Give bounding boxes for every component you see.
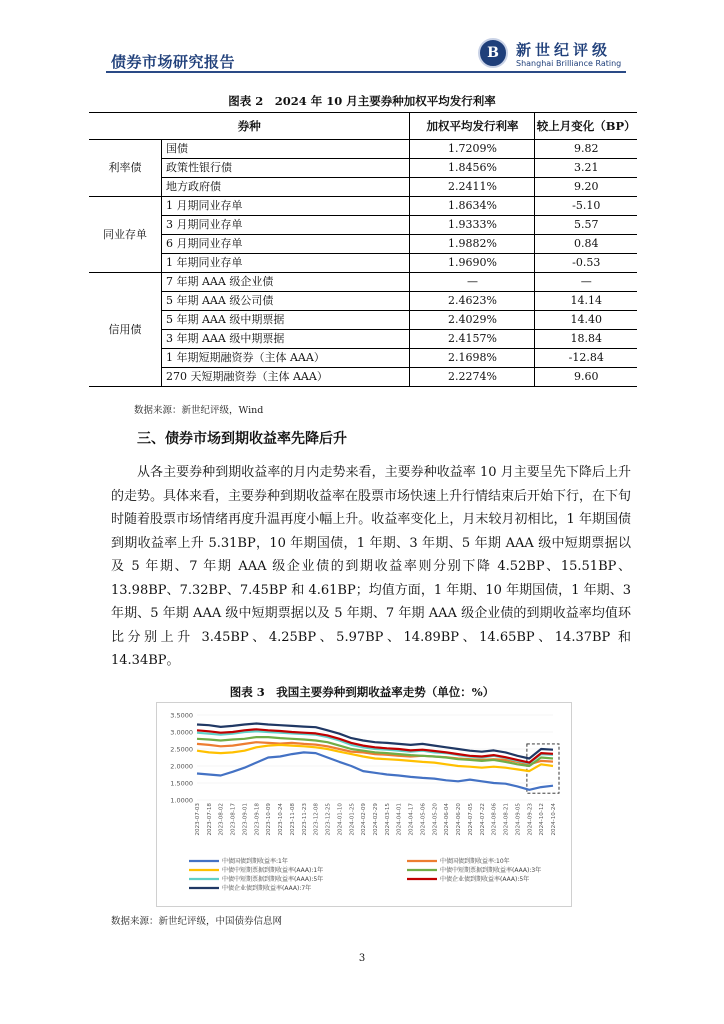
change-cell: — — [535, 273, 637, 292]
logo-glyph: B — [487, 45, 499, 61]
table-row — [89, 197, 637, 216]
table-source-note: 数据来源：新世纪评级，Wind — [134, 405, 264, 416]
table-row — [89, 140, 637, 159]
table-caption: 图表 2 2024 年 10 月主要券种加权平均发行利率 — [228, 94, 496, 108]
logo-english-name: Shanghai Brilliance Rating — [516, 59, 622, 68]
bond-name-cell: 6 月期同业存单 — [162, 235, 410, 254]
rate-cell: 1.9690% — [410, 254, 535, 273]
change-cell: 0.84 — [535, 235, 637, 254]
rate-cell: 2.2274% — [410, 368, 535, 387]
x-tick-label: 2024-01-25 — [349, 803, 356, 836]
x-tick-label: 2024-04-01 — [396, 803, 403, 836]
x-tick-label: 2023-11-08 — [289, 803, 296, 836]
change-cell: 18.84 — [535, 330, 637, 349]
legend-label: 中债中短期票据到期收益率(AAA):3年 — [440, 867, 542, 875]
x-tick-label: 2023-10-24 — [278, 803, 285, 836]
change-cell: 14.14 — [535, 292, 637, 311]
x-tick-label: 2024-06-20 — [456, 803, 463, 836]
x-tick-label: 2024-08-21 — [503, 803, 510, 836]
brilliance-logo-icon — [478, 38, 508, 68]
change-cell: 14.40 — [535, 311, 637, 330]
header-bond-type: 券种 — [89, 113, 410, 140]
table-row — [89, 292, 637, 311]
section-heading: 三、债券市场到期收益率先降后升 — [137, 431, 347, 447]
x-tick-label: 2023-09-18 — [254, 803, 261, 836]
x-tick-label: 2024-02-09 — [361, 803, 368, 836]
x-tick-label: 2024-04-17 — [408, 803, 415, 836]
x-tick-label: 2023-08-02 — [218, 803, 225, 836]
rate-cell: 2.1698% — [410, 349, 535, 368]
x-tick-label: 2024-06-04 — [444, 803, 451, 836]
bond-name-cell: 1 月期同业存单 — [162, 197, 410, 216]
figure-caption: 图表 3 我国主要券种到期收益率走势（单位：%） — [229, 685, 495, 699]
y-tick-label: 1.5000 — [170, 779, 193, 788]
table-row — [89, 159, 637, 178]
bond-name-cell: 国债 — [162, 140, 410, 159]
bond-name-cell: 1 年期短期融资券（主体 AAA） — [162, 349, 410, 368]
x-tick-label: 2024-10-12 — [539, 803, 546, 836]
legend-label: 中债企业债到期收益率(AAA):5年 — [440, 876, 530, 884]
rate-cell: 1.8456% — [410, 159, 535, 178]
yield-chart — [156, 702, 572, 907]
rate-cell: 1.8634% — [410, 197, 535, 216]
category-cell: 利率债 — [89, 140, 162, 197]
bond-name-cell: 5 年期 AAA 级公司债 — [162, 292, 410, 311]
x-tick-label: 2024-08-06 — [491, 803, 498, 836]
table-row — [89, 216, 637, 235]
bond-name-cell: 270 天短期融资券（主体 AAA） — [162, 368, 410, 387]
table-row — [89, 178, 637, 197]
x-tick-label: 2024-05-06 — [420, 803, 427, 836]
y-tick-label: 2.0000 — [170, 762, 193, 771]
report-title: 债券市场研究报告 — [111, 53, 236, 71]
x-tick-label: 2023-07-03 — [195, 803, 201, 836]
change-cell: -5.10 — [535, 197, 637, 216]
table-row — [89, 349, 637, 368]
legend-label: 中债中短期票据到期收益率(AAA):1年 — [222, 867, 324, 875]
change-cell: 3.21 — [535, 159, 637, 178]
x-tick-label: 2023-10-09 — [266, 803, 273, 836]
x-tick-label: 2024-09-05 — [515, 803, 522, 836]
x-tick-label: 2024-03-15 — [384, 803, 391, 836]
body-paragraph: 从各主要券种到期收益率的月内走势来看，主要券种收益率 10 月主要呈先下降后上升的走势。具体来看，主要券种到期收益率在股票市场快速上升行情结束后开始下行，在下旬时随着股票市场情绪再度升温再度小幅上升。收益率变化上，月末较月初相比，1 年期国债到期收益率上升 5.31BP，10 年期国债，1 年期、3 年期、5 年期 AAA 级中短期票据以及 5 年期、7 年期 AAA 级企业债的到期收益率则分别下降 4.52BP、15.51BP、13.98BP、7.32BP、7.45BP 和 4.61BP；均值方面，1 年期、10 年期国债，1 年期、3 年期、5 年期 AAA 级中短期票据以及 5 年期、7 年期 AAA 级企业债的到期收益率均值环比分别上升 3.45BP、4.25BP、5.97BP、14.89BP、14.65BP、14.37BP 和 14.34BP。 — [111, 465, 632, 668]
bond-name-cell: 3 月期同业存单 — [162, 216, 410, 235]
y-tick-label: 3.5000 — [170, 711, 193, 720]
change-cell: 9.82 — [535, 140, 637, 159]
issuance-rate-table — [89, 112, 637, 387]
bond-name-cell: 7 年期 AAA 级企业债 — [162, 273, 410, 292]
rate-cell: 2.4623% — [410, 292, 535, 311]
rate-cell: 1.7209% — [410, 140, 535, 159]
logo-chinese-name: 新世纪评级 — [516, 41, 612, 59]
y-tick-label: 2.5000 — [170, 745, 193, 754]
header-weighted-rate: 加权平均发行利率 — [410, 113, 535, 140]
y-tick-label: 1.0000 — [170, 796, 193, 805]
legend-label: 中债中短期票据到期收益率(AAA):5年 — [222, 876, 324, 884]
change-cell: 9.60 — [535, 368, 637, 387]
legend-label: 中债国债到期收益率:1年 — [222, 858, 288, 866]
page-number: 3 — [358, 953, 366, 964]
table-row — [89, 235, 637, 254]
rate-cell: — — [410, 273, 535, 292]
table-row — [89, 330, 637, 349]
x-tick-label: 2024-05-20 — [432, 803, 439, 836]
legend-label: 中债企业债到期收益率(AAA):7年 — [222, 885, 312, 893]
rate-cell: 1.9333% — [410, 216, 535, 235]
rate-cell: 1.9882% — [410, 235, 535, 254]
x-tick-label: 2023-11-23 — [301, 803, 308, 836]
header-divider — [106, 71, 626, 73]
bond-name-cell: 5 年期 AAA 级中期票据 — [162, 311, 410, 330]
x-tick-label: 2023-12-08 — [313, 803, 320, 836]
table-row — [89, 311, 637, 330]
rate-cell: 2.4029% — [410, 311, 535, 330]
change-cell: -12.84 — [535, 349, 637, 368]
table-row — [89, 273, 637, 292]
x-tick-label: 2023-09-01 — [242, 803, 249, 836]
x-tick-label: 2024-07-22 — [479, 803, 486, 836]
x-tick-label: 2024-09-23 — [527, 803, 534, 836]
legend-label: 中债国债到期收益率:10年 — [440, 858, 510, 866]
x-tick-label: 2024-01-10 — [337, 803, 344, 836]
table-row — [89, 254, 637, 273]
bond-name-cell: 地方政府债 — [162, 178, 410, 197]
x-tick-label: 2023-07-18 — [206, 803, 213, 836]
x-tick-label: 2023-12-25 — [325, 803, 332, 836]
figure-source-note: 数据来源：新世纪评级，中国债券信息网 — [111, 916, 283, 927]
bond-name-cell: 3 年期 AAA 级中期票据 — [162, 330, 410, 349]
yield-chart-svg — [157, 703, 571, 906]
bond-name-cell: 1 年期同业存单 — [162, 254, 410, 273]
header-change-bp: 较上月变化（BP） — [535, 113, 637, 140]
x-tick-label: 2024-02-29 — [373, 803, 379, 836]
x-tick-label: 2024-10-24 — [551, 803, 557, 836]
change-cell: 5.57 — [535, 216, 637, 235]
rate-cell: 2.4157% — [410, 330, 535, 349]
y-tick-label: 3.0000 — [170, 728, 193, 737]
change-cell: 9.20 — [535, 178, 637, 197]
rate-cell: 2.2411% — [410, 178, 535, 197]
change-cell: -0.53 — [535, 254, 637, 273]
table-header-row — [89, 113, 637, 140]
bond-name-cell: 政策性银行债 — [162, 159, 410, 178]
category-cell: 信用债 — [89, 273, 162, 387]
x-tick-label: 2024-07-05 — [467, 803, 474, 836]
table-row — [89, 368, 637, 387]
x-tick-label: 2023-08-17 — [230, 803, 237, 836]
category-cell: 同业存单 — [89, 197, 162, 273]
